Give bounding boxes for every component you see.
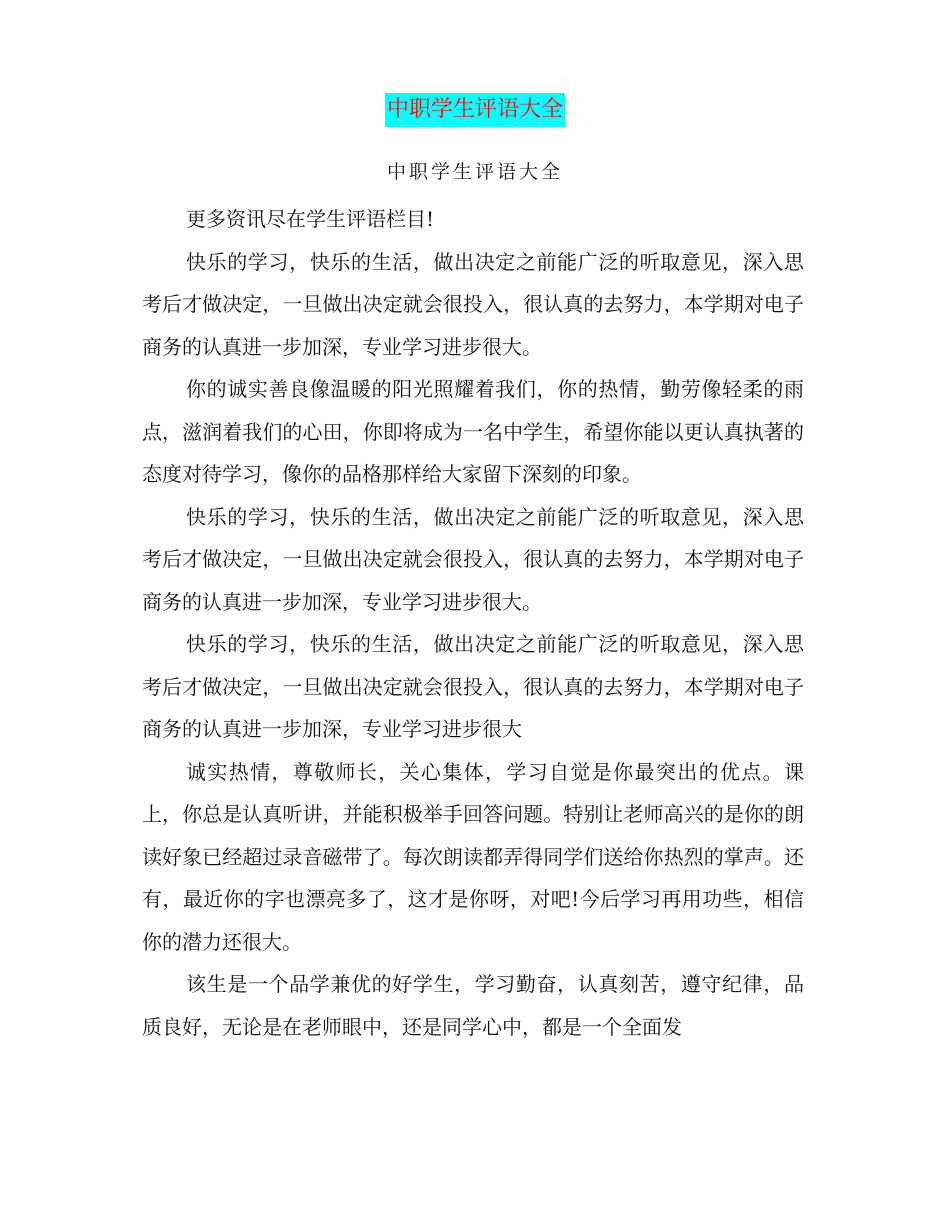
- document-body: [142, 198, 804, 1048]
- paragraph-4: 快乐的学习，快乐的生活，做出决定之前能广泛的听取意见，深入思考后才做决定，一旦做出决定就会很投入，很认真的去努力，本学期对电子商务的认真进一步加深，专业学习进步很大。: [142, 504, 804, 614]
- paragraph-5: 快乐的学习，快乐的生活，做出决定之前能广泛的听取意见，深入思考后才做决定，一旦做出决定就会很投入，很认真的去努力，本学期对电子商务的认真进一步加深，专业学习进步很大: [142, 632, 804, 741]
- paragraph-2: 快乐的学习，快乐的生活，做出决定之前能广泛的听取意见，深入思考后才做决定，一旦做出决定就会很投入，很认真的去努力，本学期对电子商务的认真进一步加深，专业学习进步很大。: [142, 249, 804, 359]
- paragraph-1: 更多资讯尽在学生评语栏目!: [186, 207, 435, 231]
- title-container: [0, 93, 950, 127]
- document-subtitle: 中职学生评语大全: [386, 161, 563, 183]
- document-title: 中职学生评语大全: [385, 93, 565, 127]
- paragraph-3: 你的诚实善良像温暖的阳光照耀着我们，你的热情，勤劳像轻柔的雨点，滋润着我们的心田，你即将成为一名中学生，希望你能以更认真执著的态度对待学习，像你的品格那样给大家留下深刻的印象。: [142, 377, 804, 486]
- paragraph-6: 诚实热情，尊敬师长，关心集体，学习自觉是你最突出的优点。课上，你总是认真听讲，并能积极举手回答问题。特别让老师高兴的是你的朗读好象已经超过录音磁带了。每次朗读都弄得同学们送给你热烈的掌声。还有，最近你的字也漂亮多了，这才是你呀，对吧!今后学习再用功些，相信你的潜力还很大。: [142, 759, 804, 954]
- paragraph-7: 该生是一个品学兼优的好学生，学习勤奋，认真刻苦，遵守纪律，品质良好，无论是在老师眼中，还是同学心中，都是一个全面发: [142, 972, 804, 1039]
